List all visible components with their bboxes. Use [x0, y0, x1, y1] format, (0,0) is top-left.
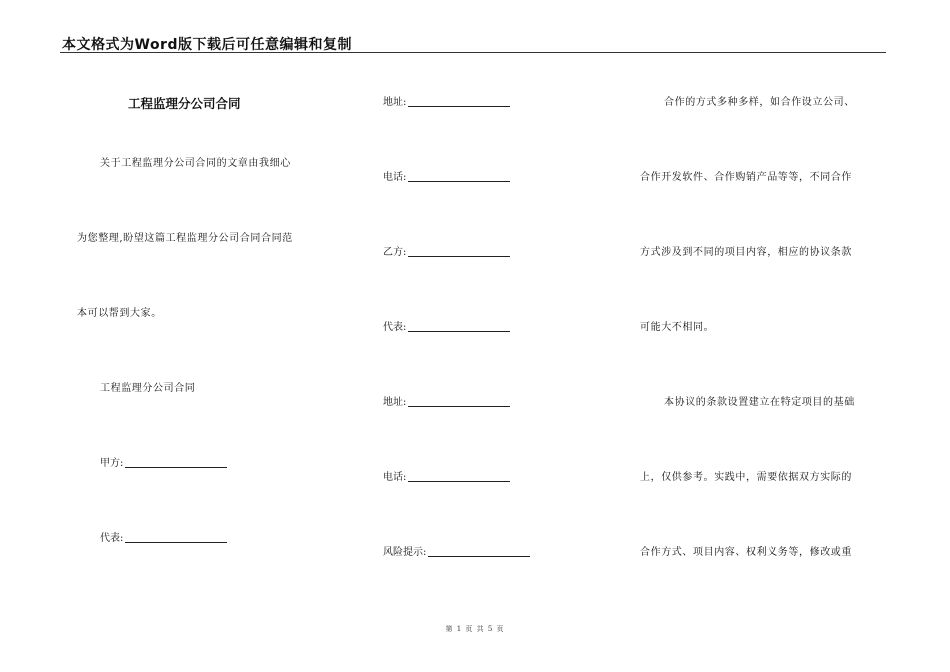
address-a-blank	[408, 96, 510, 107]
contract-subtitle: 工程监理分公司合同	[100, 383, 196, 394]
header-divider	[60, 52, 886, 53]
intro-line-2: 为您整理,盼望这篇工程监理分公司合同合同范	[77, 233, 293, 244]
risk-notice-label: 风险提示:	[383, 547, 427, 558]
risk-notice-blank	[428, 546, 530, 557]
address-a-label: 地址:	[383, 97, 407, 108]
party-b-label: 乙方:	[383, 247, 407, 258]
representative-a-label: 代表:	[100, 533, 124, 544]
party-b-blank	[408, 246, 510, 257]
intro-line-3: 本可以帮到大家。	[77, 308, 162, 319]
representative-a-field	[100, 529, 227, 544]
intro-line-1: 关于工程监理分公司合同的文章由我细心	[100, 158, 291, 169]
party-a-field	[100, 454, 227, 469]
risk-text-line-2: 合作开发软件、合作购销产品等等，不同合作	[640, 172, 852, 183]
party-b-field	[383, 243, 510, 258]
representative-b-label: 代表:	[383, 322, 407, 333]
address-a-field	[383, 93, 510, 108]
document-header-title: 本文格式为Word版下载后可任意编辑和复制	[62, 37, 352, 53]
phone-b-label: 电话:	[383, 472, 407, 483]
party-a-blank	[125, 457, 227, 468]
risk-text-line-1: 合作的方式多种多样，如合作设立公司、	[664, 97, 855, 108]
representative-b-field	[383, 318, 510, 333]
phone-b-blank	[408, 471, 510, 482]
document-title: 工程监理分公司合同	[128, 96, 241, 111]
phone-a-field	[383, 168, 510, 183]
representative-b-blank	[408, 321, 510, 332]
address-b-label: 地址:	[383, 397, 407, 408]
address-b-field	[383, 393, 510, 408]
risk-text-line-3: 方式涉及到不同的项目内容，相应的协议条款	[640, 247, 852, 258]
risk-notice-field	[383, 543, 530, 558]
address-b-blank	[408, 396, 510, 407]
risk-text-line-4: 可能大不相同。	[640, 322, 715, 333]
representative-a-blank	[125, 532, 227, 543]
party-a-label: 甲方:	[100, 458, 124, 469]
phone-a-blank	[408, 171, 510, 182]
risk-text-line-6: 上，仅供参考。实践中，需要依据双方实际的	[640, 472, 852, 483]
risk-text-line-5: 本协议的条款设置建立在特定项目的基础	[664, 397, 855, 408]
phone-a-label: 电话:	[383, 172, 407, 183]
risk-text-line-7: 合作方式、项目内容、权利义务等，修改或重	[640, 547, 852, 558]
phone-b-field	[383, 468, 510, 483]
page-number-footer: 第 1 页 共 5 页	[445, 625, 505, 633]
